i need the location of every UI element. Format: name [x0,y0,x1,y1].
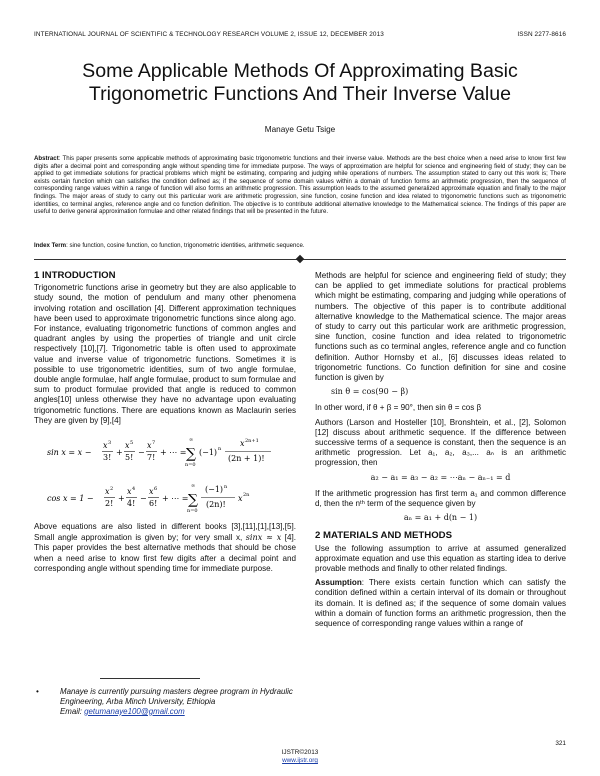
svg-text:n=0: n=0 [185,462,196,469]
author-footnote [36,687,296,716]
assumption-label: Assumption [315,578,362,588]
journal-url-link[interactable]: www.ijstr.org [282,757,318,764]
svg-text:6: 6 [154,486,158,493]
svg-text:sin x = x −: sin x = x − [47,448,92,458]
right-column [315,271,566,633]
svg-text:x: x [103,441,108,451]
svg-text:x: x [149,487,154,497]
methods-paragraph-1: Use the following assumption to arrive at assumed generalized approximate equation and use this equation as starting idea to derive provable methods and finally to other related findings. [315,543,566,574]
svg-text:+: + [116,448,123,458]
svg-text:∞: ∞ [191,483,196,490]
svg-text:(2n)!: (2n)! [206,500,226,510]
svg-text:2!: 2! [105,499,114,509]
issn: ISSN 2277-8616 [517,31,566,38]
paper-title [20,60,580,106]
abstract-text: : This paper presents some applicable methods of approximating basic trigonometric functions and their inverse value. Methods are the best choice when a need arise to know first few digits after a decimal point and corresponding angle without spending time for immediate purpose. The ways of approximation are helpful for science and engineering field of study; they can be applied to get immediate solutions for practical problems which might be estimating, comparing and judging while operations of numbers. The assumption stated to carry out this work is; There exists certain function which can satisfies the condition defined as; if the sequence of some domain values within a domain of function forms an arithmetic progression, then the sequence of corresponding range values within a range of function will also forms an arithmetic progression. This assumption leads to the assumed generalized approximate equation and finally to the major findings. The major areas of study to carry out this particular work are arithmetic progression, sine function, cosine function and idea related to trigonometric functions such as trigonometric identities, co terminal angles, reference angle and co function definition. The objective is to contribute additional alternative knowledge to the Mathematical science. The findings of this paper are useful to derive general approximation formulae and other related findings that will be presented in the future. [34,155,566,216]
svg-text:n=0: n=0 [187,508,198,515]
svg-text:x: x [147,441,152,451]
svg-text:4!: 4! [127,499,136,509]
footnote-text: Manaye is currently pursuing masters degree program in Hydraulic Engineering, Arba Minch University, Ethiopia [60,687,293,706]
email-label: Email: [60,706,82,716]
title-line-2: Trigonometric Functions And Their Inverse Value [88,83,512,105]
assumption-text: : There exists certain function which can satisfy the condition defined within a certain interval of its domain or throughout its domain. It is defined as; if the sequence of some domain values within a domain of function forms an arithmetic progression, then the sequence of corresponding range values within a range of [315,578,566,629]
running-header [34,31,566,38]
right-paragraph-2: In other word, if θ + β = 90°, then sin θ = cos β [315,403,482,413]
divider-diamond [296,255,304,263]
index-term-label: Index Term [34,242,67,249]
copyright-code: IJSTR©2013 [281,749,319,756]
svg-text:(−1): (−1) [205,485,224,495]
svg-text:x: x [125,441,130,451]
intro-paragraph-2 [34,522,296,574]
right-paragraph-4: If the arithmetic progression has first term a₁ and common difference d, then the nᵗʰ term of the sequence given by [315,488,566,509]
svg-text:2n+1: 2n+1 [245,438,259,445]
svg-text:∞: ∞ [189,437,194,444]
maclaurin-cosine-equation [45,478,285,518]
journal-name: INTERNATIONAL JOURNAL OF SCIENTIFIC & TECHNOLOGY RESEARCH VOLUME 2, ISSUE 12, DECEMBER 2013 [34,31,384,38]
svg-text:2: 2 [110,486,114,493]
page-number: 321 [555,740,566,747]
small-angle-math: sinx ≈ x [245,532,282,543]
svg-text:n: n [224,484,228,491]
intro-p2-text-a: Above equations are also listed in different books [3],[11],[1],[13],[5]. Small angle approximation is given by; for very small x, [34,522,296,543]
svg-text:∑: ∑ [188,492,198,509]
cofunction-equation: sin θ = cos(90 − β) [331,387,409,397]
abstract [34,155,566,216]
footnote-body [60,687,296,716]
common-difference-equation: a₂ − a₁ = a₃ − a₂ = ⋯aₙ − aₙ₋₁ = d [370,472,511,482]
svg-text:(−1): (−1) [199,448,218,458]
maclaurin-sine-equation [45,432,285,472]
svg-text:x: x [240,439,245,449]
svg-text:7: 7 [152,440,156,447]
svg-text:(2n + 1)!: (2n + 1)! [228,454,265,464]
svg-text:−: − [138,448,145,458]
right-paragraph-1: Methods are helpful for science and engineering field of study; they can be applied to get immediate solutions for practical problems which might be estimating, comparing and judging while operations of numbers. The objective of this paper is to contribute additional alternative knowledge to the Mathematical science. The major areas of study to carry out this particular work are arithmetic progression, sine function, cosine function and idea related to trigonometric functions such as co terminal angles, reference angle and co function definition. Author Hornsby et al., [6] discusses ideas related to trigonometric functions. Co function definition for sine and cosine function is given by [315,271,566,383]
author-email-link[interactable]: getumanaye100@gmail.com [84,706,185,716]
section-divider [34,256,566,262]
intro-heading: 1 INTRODUCTION [34,270,116,281]
intro-p2-text-b: [4]. This paper provides the best alternative methods that should be chose when a need arise to know first few digits after a decimal point and corresponding angle without spending time for immediate purpose. [34,533,297,573]
svg-text:2n: 2n [243,492,250,499]
svg-text:3!: 3! [103,453,112,463]
svg-text:cos x = 1 −: cos x = 1 − [47,494,94,504]
footnote-rule [100,678,200,679]
svg-text:x: x [238,494,243,504]
svg-text:∑: ∑ [186,446,196,463]
svg-text:5: 5 [130,440,134,447]
svg-text:+: + [118,494,125,504]
svg-text:7!: 7! [147,453,156,463]
assumption-paragraph [315,578,566,629]
methods-heading: 2 MATERIALS AND METHODS [315,530,452,542]
page-footer [0,749,600,765]
svg-text:x: x [105,487,110,497]
index-term-text: : sine function, cosine function, co function, trigonometric identities, arithmetic sequence. [66,242,305,249]
left-column [34,271,296,578]
svg-text:5!: 5! [125,453,134,463]
nth-term-equation: aₙ = a₁ + d(n − 1) [403,513,478,523]
svg-text:6!: 6! [149,499,158,509]
svg-text:n: n [218,446,222,453]
svg-text:3: 3 [108,440,112,447]
svg-text:+ ⋯ =: + ⋯ = [160,448,187,458]
intro-paragraph-1: Trigonometric functions arise in geometry but they are also applicable to study sound, the motion of pendulum and many other phenomena involving rotation and oscillation [4]. Different approximation techniques have been used to approximate trigonometric functions since along ago. For instance, evaluating trigonometric functions of common angles and quadrant angles by using the properties of triangle and unit circle respectively [10],[7]. Trigonometric table is often used to approximate value and inverse value of trigonometric functions. Sometimes it is possible to use trigonometric identities, sum of two angle formulae, double angle formulae, half angle formulae, product to sum formulae and sum to product formulae provided that angle is reduced to common angles[10] unless otherwise they have no advantage upon evaluating trigonometric functions. There are equations known as Maclaurin series They are given by [9],[4] [34,283,296,425]
right-paragraph-3: Authors (Larson and Hosteller [10], Bronshtein, et al., [2], Solomon [12] discuss about arithmetic sequence. If the difference between successive terms of a sequence is constant, then the sequence is an arithmetic progression. Let a₁, a₂, a₃,... aₙ is an arithmetic progression, then [315,417,566,468]
author-name: Manaye Getu Tsige [264,125,336,134]
footnote-bullet: • [36,687,39,696]
abstract-label: Abstract [34,155,59,162]
index-terms [34,242,566,249]
svg-text:x: x [127,487,132,497]
svg-text:−: − [140,494,147,504]
title-line-1: Some Applicable Methods Of Approximating Basic [82,60,518,82]
svg-text:4: 4 [132,486,136,493]
svg-text:+ ⋯ =: + ⋯ = [162,494,189,504]
